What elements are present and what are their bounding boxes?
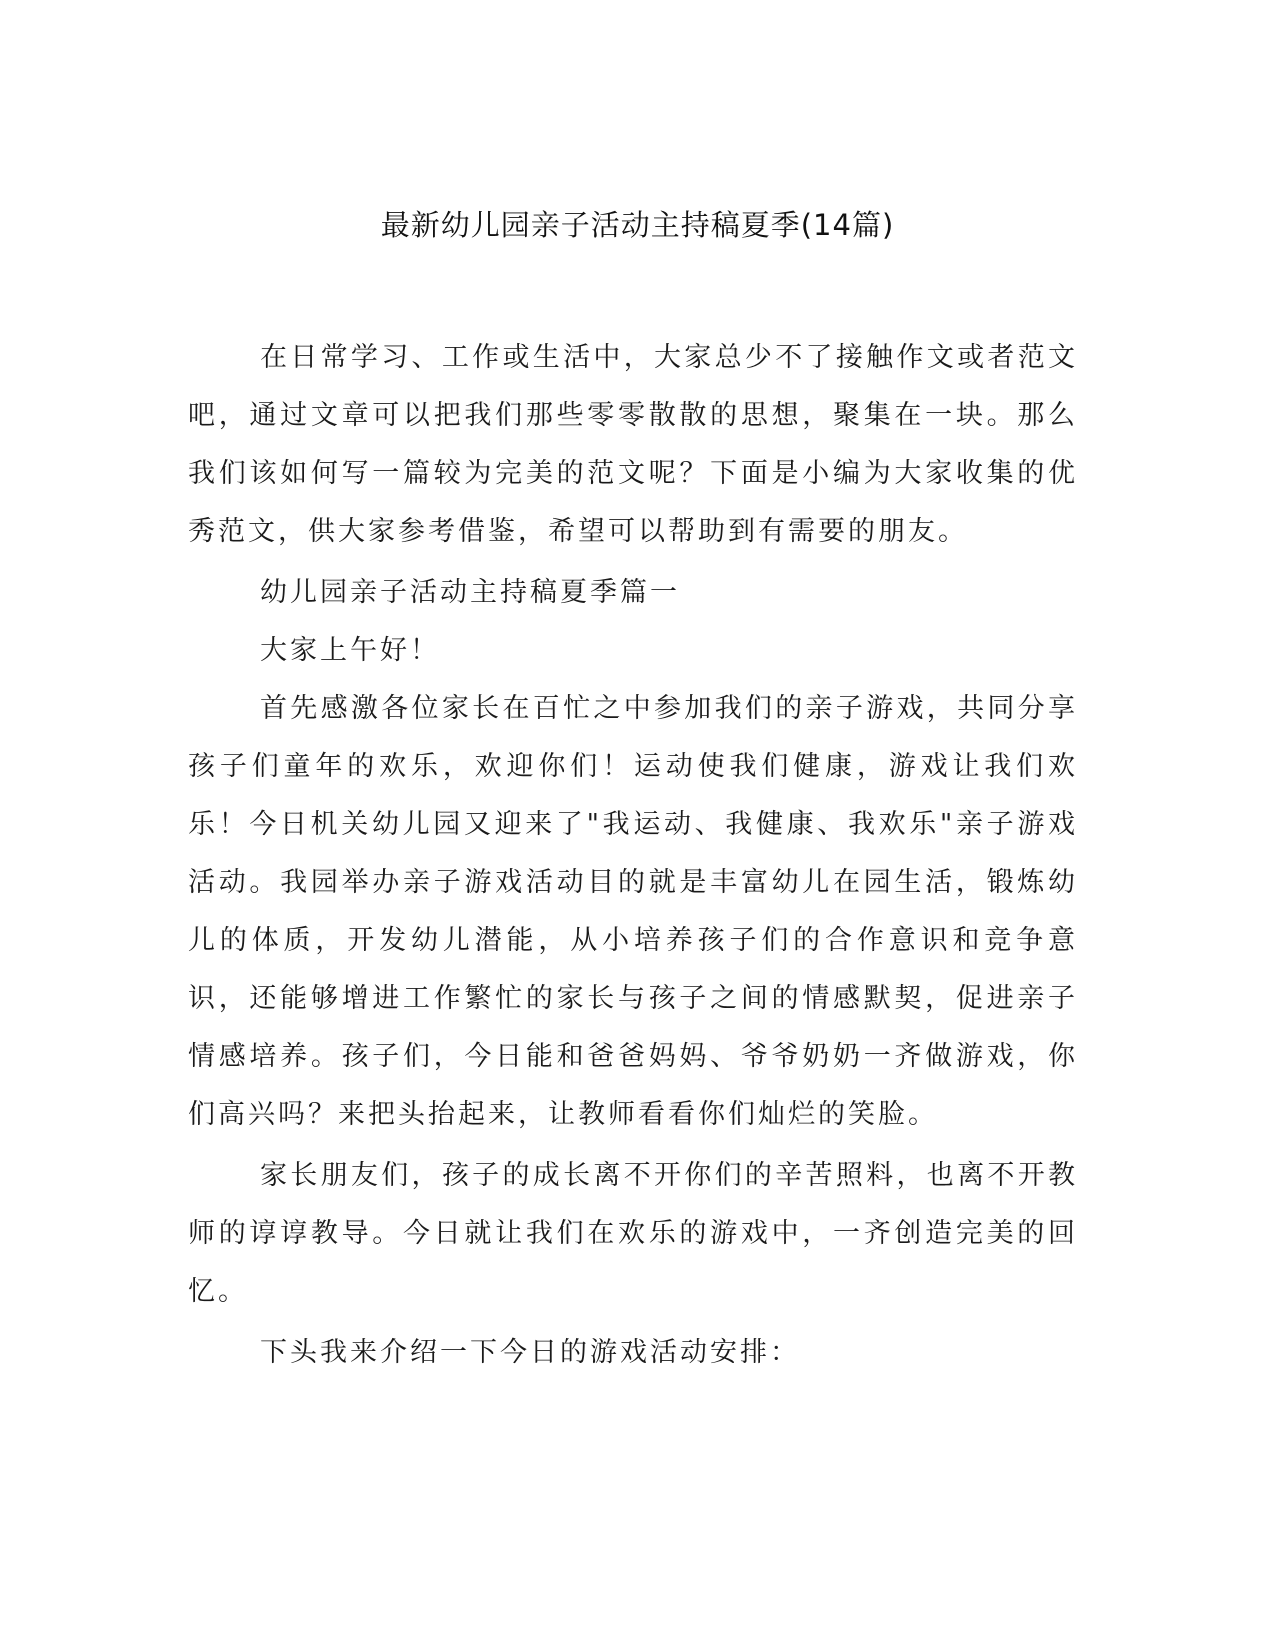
document-body: [188, 329, 1078, 1385]
intro-paragraph: 在日常学习、工作或生活中，大家总少不了接触作文或者范文吧，通过文章可以把我们那些零零散散的思想，聚集在一块。那么我们该如何写一篇较为完美的范文呢？下面是小编为大家收集的优秀范文，供大家参考借鉴，希望可以帮助到有需要的朋友。: [188, 342, 1078, 547]
document-title: 最新幼儿园亲子活动主持稿夏季(14篇): [380, 208, 895, 242]
body-paragraph: 下头我来介绍一下今日的游戏活动安排：: [260, 1337, 800, 1368]
greeting-paragraph: 大家上午好！: [260, 635, 440, 666]
body-paragraph: 首先感激各位家长在百忙之中参加我们的亲子游戏，共同分享孩子们童年的欢乐，欢迎你们！运动使我们健康，游戏让我们欢乐！今日机关幼儿园又迎来了"我运动、我健康、我欢乐"亲子游戏活动。我园举办亲子游戏活动目的就是丰富幼儿在园生活，锻炼幼儿的体质，开发幼儿潜能，从小培养孩子们的合作意识和竞争意识，还能够增进工作繁忙的家长与孩子之间的情感默契，促进亲子情感培养。孩子们，今日能和爸爸妈妈、爷爷奶奶一齐做游戏，你们高兴吗？来把头抬起来，让教师看看你们灿烂的笑脸。: [188, 693, 1078, 1130]
body-paragraph: 家长朋友们，孩子的成长离不开你们的辛苦照料，也离不开教师的谆谆教导。今日就让我们在欢乐的游戏中，一齐创造完美的回忆。: [188, 1160, 1078, 1307]
section-heading: 幼儿园亲子活动主持稿夏季篇一: [260, 577, 680, 608]
